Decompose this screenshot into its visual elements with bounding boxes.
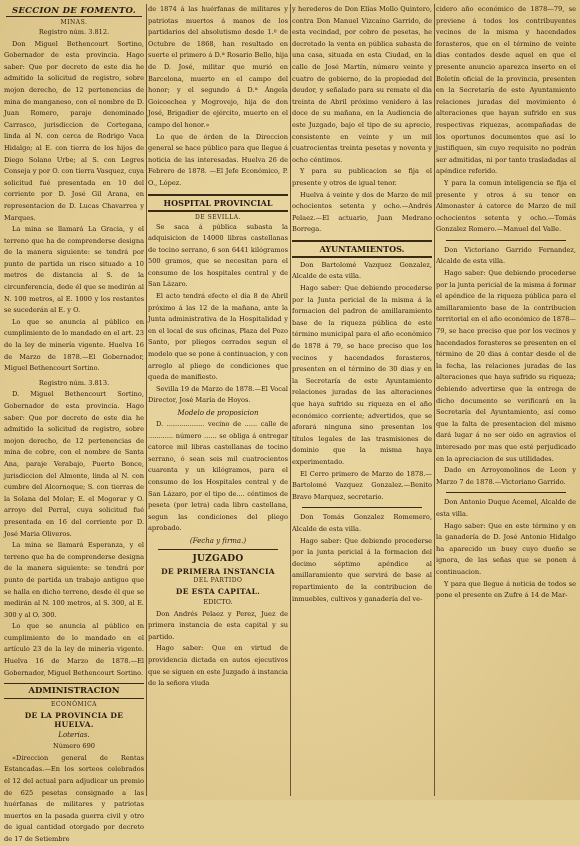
registro-title: Registro núm. 3.812. (38, 28, 110, 36)
ayuntamiento-body: Hago saber: Que en este término y en la ganadería de D. José Antonio Hidalgo ha aparecido un buey cuyo dueño se ignora, de las señas que se ponen á continuacion. (436, 521, 576, 576)
admin-province: DE LA PROVINCIA DE HUELVA. (24, 711, 124, 730)
ayuntamiento-signature: Dado en Arroyomolinos de Leon y Marzo 7 de 1878.—Victoriano Garrido. (436, 466, 576, 486)
hospital-title: HOSPITAL PROVINCIAL (148, 194, 288, 212)
edicto-signature: Huelva á veinte y dos de Marzo de mil ochocientos setenta y ocho.—Andrés Pelaez.—El actuario, Juan Medrano Borrega. (292, 190, 432, 234)
loterias-heading: Loterias. (58, 731, 90, 740)
numero-label: Número 690 (53, 742, 95, 751)
ayuntamiento-body: Y para la comun inteligencia se fija el presente y otros á su tenor en Almonaster á catorce de Marzo de mil ochocientos setenta y ocho.—Tomás Gonzalez Romero.—Manuel del Valle. (436, 178, 576, 234)
column-rule (146, 4, 147, 796)
juzgado-title: JUZGADO (192, 553, 244, 564)
edicto-continued: y herederos de Don Elías Mollo Quintero, contra Don Manuel Vizcaíno Garrido, de esta vecindad, por cobro de pesetas, he decretado la venta en pública subasta de una casa, situada en esta Ciudad, en la calle de José Martín, número veinte y cuatro de gobierno, de la propiedad del deudor, y señalado para su remate el dia treinta de Abril próximo venidero á las doce de su mañana, en la Audiencia de este Juzgado, bajo el tipo de su aprecio, consistente en veinte y un mil cuatrocientas treinta pesetas y noventa y ocho céntimos. (292, 5, 432, 164)
loterias-body: «Direccion general de Rentas Estancadas.—En los sorteos celebrados el 12 del actual para adjudicar un premio de 625 pesetas consignado a las huérfanas de militares y patriotas muertos en la pasada guerra civil y otro de igual cantidad otorgado por decreto de 17 de Setiembre (4, 753, 144, 843)
fecha-firma: (Fecha y firma.) (189, 536, 247, 545)
hospital-body: Se saca á pública subasta la adquisicion de 14000 libras castellanas de tocino serrano, 6 son 6441 kilógramos 500 gramos, que se necesitan para el consumo de los hospitales central y de San Lázaro. (148, 222, 288, 289)
registro-body: Lo que se anuncia al público en cumplimiento de lo mandado en el artículo 23 de la ley de minería vigente. Huelva 16 de Marzo de 1878.—El Gobernador, Miguel Bethencourt Sortino. (4, 622, 144, 677)
juzgado-subtitle: DE PRIMERA INSTANCIA (161, 566, 275, 576)
divider (302, 507, 422, 508)
loterias-continued: de 1874 á las huérfanas de militares y patriotas muertos á manos de los partidarios del absolutismo desde 1.º de Octubre de 1868, han resultado en suerte el primero á D.ª Rosario Bello, hija de D. José, militar que murió en Barcelona, muerto en el campo del honor; y el segundo á D.ª Ángela Goicoechea y Mogrovejo, hija de don José, Brigadier de ejército, muerto en el campo del honor.» (148, 5, 288, 129)
ayuntamiento-body: Hago saber: Que debiendo procederse por la junta pericial de la misma á formar el apéndice de la riqueza pública para el amillaramiento base de la contribucion territorial en el año económico de 1878—79, se hace preciso que por los vecinos y hacendados forasteros se presenten en el término de 20 dias á contar desde el de la fecha, las relaciones juradas de las alteraciones que haya sufrido su riqueza; debiendo advertirse que la entrega de dicho documento se verificará en la Secretaría del Ayuntamiento, así como que la falta de presentacion del mismo dará lugar á no ser oido en agravios el interesado por mas que esté perjudicado en la apreciacion de sus utilidades. (436, 269, 576, 463)
modelo-body: D. .................. vecino de ...... calle de ............ número ...... se obliga á entregar catorce mil libras castellanas de tocino serrano, ó sean seis mil cuatrocientos cuarenta y un kilógramos, para el consumo de los Hospitales central y de San Lázaro, por el tipo de.... céntimos de peseta (por letra) cada libra castellana, segun las condiciones del pliego aprobado. (148, 420, 288, 533)
registro-body: La mina se llamará La Gracia, y el terreno que ha de comprenderse designa de la manera siguiente: se tendrá por punto de partida un risco situado a 10 metros de distancia al S. de la circunferencia, dede él que se medirán al N. 100 metros, al E. 1000 y los restantes se sucederán al E. y O. (4, 225, 144, 315)
ayuntamiento-intro: Don Victoriano Garrido Fernandez, Alcalde de esta villa. (436, 245, 576, 266)
column-2 (148, 4, 288, 796)
hospital-subtitle: DE SEVILLA. (195, 213, 241, 221)
ayuntamiento-intro: Don Tomás Gonzalez Romemero, Alcalde de esta villa. (292, 513, 432, 533)
registro-body: Lo que se anuncia al público en cumplimiento de lo mandado en el art. 23 de la ley de minería vigente. Huelva 16 de Marzo de 1878.—El Gobernador, Miguel Bethencourt Sortino. (4, 317, 144, 373)
ayuntamiento-body: Hago saber: Que debiendo procederse por la Junta pericial de la misma á la formacion del padron de amillaramiento base de la riqueza pública de este término municipal para el año económico de 1878 á 79, se hace preciso que los vecinos y hacendados forasteros, presenten en el término de 30 dias y en la Secretaría de este Ayuntamiento relaciones juradas de las alteraciones que haya sufrido su riqueza en el año económico corriente; advertidos, que se aforará ninguna sino presentan los títulos legales de las trasmisiones de dominio que la misma haya experimentado. (292, 284, 432, 466)
registro-body: Don Miguel Bethencourt Sortino, Gobernador de esta provincia. Hago saber: Que por decreto de este dia he admitido la solicitud de registro, sobre mojon derecho, de 12 pertenencias de mina de manganeso, con el nombre de D. Juan Romero, paraje denominado Carrasco, jurisdiccion de Cortegana, linda al N. con cerca de Rodrigo Vaca Hidalgo; al E. con tierra de los hijos de Diego Solano Urbe; al S. con Legres Conseja y por O. con tierra Vasquez, cuya solicitud fué presentada en 10 del corriente por D. José Gil Arana, en representacion de D. Lucas Chavarrea y Marques. (4, 39, 144, 222)
divider (446, 240, 566, 241)
column-4 (436, 4, 576, 796)
hospital-body: El acto tendrá efecto el dia 8 de Abril próximo á las 12 de la mañana, ante la Junta administrativa de la Hospitalidad y en el local de sus oficinas, Plaza del Pozo Santo, por pliegos cerrados segun el modelo que se pone á continuacion, y con arreglo al pliego de condiciones que queda de manifiesto. (148, 292, 288, 382)
admin-title: ADMINISTRACION (4, 683, 144, 699)
edicto-body: Hago saber: Que en virtud de providencia dictada en autos ejecutivos que se siguen en este Juzgado á instancia de la señora viuda (148, 644, 288, 688)
ayuntamiento-intro: Don Bartolomé Vazquez Gonzalez, Alcalde de esta villa. (292, 260, 432, 281)
juzgado-capital: DE ESTA CAPITAL. (175, 586, 261, 596)
hospital-signature: Sevilla 19 de Marzo de 1878.—El Vocal Director, José María de Hoyos. (148, 384, 288, 405)
divider (158, 549, 278, 550)
registro-body: La mina se llamará Esperanza, y el terreno que ha de comprenderse designa de la manera siguiente: se tendrá por punto de partida un trabajo antiguo que se halla en dicho terreno, desde él que se medirán al N. 100 metros, al S. 300, al E. 300 y al O. 300. (4, 541, 144, 619)
column-rule (290, 4, 291, 796)
column-rule (434, 4, 435, 796)
edicto-body: Don Andrés Pelaez y Perez, Juez de primera instancia de esta capital y su partido. (148, 609, 288, 641)
ayuntamiento-intro: Don Antonio Duque Acemel, Alcalde de esta villa. (436, 498, 576, 518)
column-1 (4, 4, 144, 843)
section-title: SECCION DE FOMENTO. (4, 6, 144, 16)
ayuntamientos-title: AYUNTAMIENTOS. (292, 240, 432, 258)
subsection-minas: MINAS. (60, 19, 88, 26)
registro-title: Registro núm. 3.813. (38, 378, 110, 387)
admin-subtitle: ECONÓMICA (51, 701, 97, 709)
ayuntamiento-signature: El Cerro primero de Marzo de 1878.—Bartolomé Vazquez Gonzalez.—Benito Bravo Marquez, secretario. (292, 469, 432, 501)
registro-body: D. Miguel Bethencourt Sortino, Gobernador de esta provincia. Hago saber: Que por decreto de este dia he admitido la solicitud de registro, sobre mojon derecho, de 12 pertenencias de mina de cobre, con el nombre de Santa Ana, paraje Verabajo, Puerto Bonce, jurisdiccion del Almonte, linda al N. con cumbre del Alcornoque; S. con tierras de la Solana del Molar; E. el Mogorar y O. arroyo del Perral, cuya solicitud fué presentada en 16 del corriente por D. José Maria Oliveros. (4, 390, 144, 538)
ayuntamiento-continued: cidero año económico de 1878—79, se previene á todos los contribuyentes vecinos de la misma y hacendados forasteros, que en el término de veinte dias contados desde aquel en que el presente anuncio aparezca inserto en el Boletín oficial de la provincia, presenten en la Secretaría de este Ayuntamiento relaciones juradas del movimiento é alteraciones que hayan sufrido en sus respectivas riquezas, acompañadas de los oportunos documentos que así lo justifiquen, sin cuyo requisito no podrán ser admitidas, ni por tanto trasladadas al apéndice referido. (436, 5, 576, 176)
edicto-body: Y para su publicacion se fija el presente y otros de igual tenor. (292, 167, 432, 187)
ayuntamiento-body: Y para que llegue á noticia de todos se pone el presente en Zufre á 14 de Mar- (436, 579, 576, 600)
modelo-heading: Modelo de proposicion (177, 409, 259, 417)
edicto-heading: EDICTO. (203, 597, 233, 606)
loterias-notice: Lo que de órden de la Direccion general se hace público para que llegue á noticia de las interesadas. Huelva 26 de Febrero de 1878. —El Jefe Económico, P. O., López. (148, 132, 288, 187)
column-3 (292, 4, 432, 796)
juzgado-partido: DEL PARTIDO (193, 576, 243, 584)
divider (446, 492, 566, 493)
ayuntamiento-body: Hago saber: Que debiendo procederse por la junta pericial á la formacion del decimo séptimo apéndice al amillaramiento que servirá de base al repartimiento de la contribucion de inmuebles, cultivos y ganadería del ve- (292, 536, 432, 603)
